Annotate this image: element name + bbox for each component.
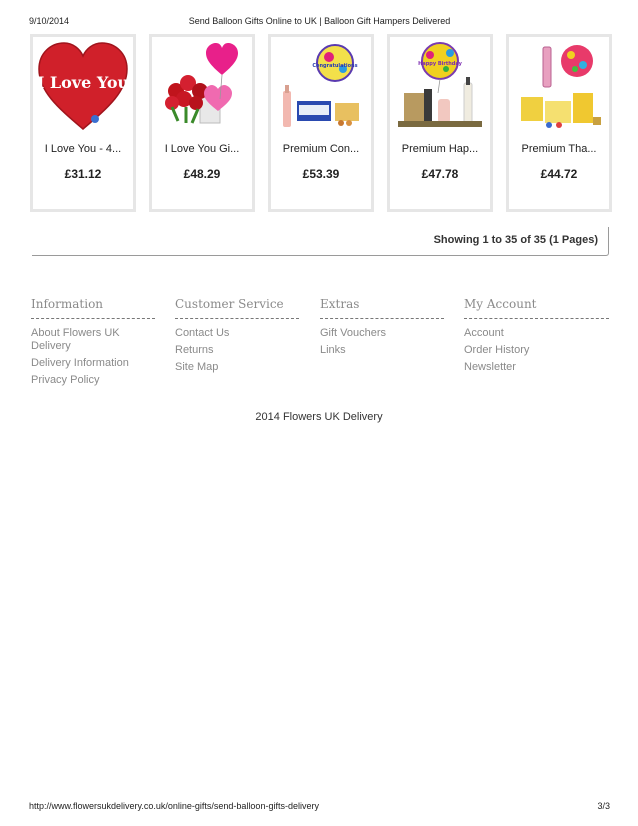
svg-text:Congratulations: Congratulations (312, 63, 358, 69)
footer-link[interactable]: Delivery Information (31, 357, 129, 369)
heart-balloon-image[interactable] (37, 41, 129, 133)
svg-text:Happy Birthday: Happy Birthday (418, 61, 462, 67)
copyright-text: 2014 Flowers UK Delivery (255, 411, 383, 423)
print-url: http://www.flowersukdelivery.co.uk/online-gifts/send-balloon-gifts-delivery (29, 801, 319, 811)
product-card[interactable] (387, 34, 493, 212)
footer-link[interactable]: Privacy Policy (31, 374, 100, 386)
footer-link[interactable]: Order History (464, 344, 530, 356)
footer-column-information (31, 296, 155, 391)
print-header (29, 16, 610, 30)
footer-heading: Extras (320, 296, 444, 319)
footer-heading: Information (31, 296, 155, 319)
birthday-hamper-image[interactable] (394, 41, 486, 133)
thank-you-hamper-image[interactable] (513, 41, 605, 133)
product-name[interactable]: Premium Hap... (401, 143, 479, 155)
footer-link[interactable]: Contact Us (175, 327, 230, 339)
footer-link[interactable]: Account (464, 327, 504, 339)
site-footer (31, 296, 609, 396)
roses-and-heart-balloon-image[interactable] (156, 41, 248, 133)
footer-link[interactable]: Links (320, 344, 346, 356)
print-date: 9/10/2014 (29, 16, 70, 26)
product-name[interactable]: Premium Con... (282, 143, 360, 155)
product-grid (30, 34, 610, 210)
product-price: £47.78 (421, 167, 459, 181)
footer-column-extras (320, 296, 444, 361)
print-footer (29, 801, 610, 815)
product-name[interactable]: Premium Tha... (521, 143, 597, 155)
congratulations-hamper-image[interactable] (275, 41, 367, 133)
footer-link[interactable]: Site Map (175, 361, 219, 373)
product-name[interactable]: I Love You - 4... (44, 143, 122, 155)
footer-link[interactable]: Returns (175, 344, 214, 356)
product-price: £31.12 (64, 167, 102, 181)
product-price: £44.72 (540, 167, 578, 181)
footer-link[interactable]: Newsletter (464, 361, 516, 373)
pagination-results (32, 227, 609, 256)
product-card[interactable] (30, 34, 136, 212)
footer-column-my-account (464, 296, 609, 378)
product-price: £48.29 (183, 167, 221, 181)
product-card[interactable] (149, 34, 255, 212)
print-page-title: Send Balloon Gifts Online to UK | Balloon Gift Hampers Delivered (188, 16, 451, 26)
footer-link[interactable]: Gift Vouchers (320, 327, 387, 339)
product-name[interactable]: I Love You Gi... (164, 143, 240, 155)
product-price: £53.39 (302, 167, 340, 181)
product-card[interactable] (268, 34, 374, 212)
footer-heading: My Account (464, 296, 609, 319)
footer-column-customer-service (175, 296, 299, 378)
print-page-number: 3/3 (597, 801, 610, 811)
footer-link[interactable]: About Flowers UK Delivery (31, 327, 120, 352)
svg-text:I Love You: I Love You (37, 73, 129, 92)
product-card[interactable] (506, 34, 612, 212)
footer-heading: Customer Service (175, 296, 299, 319)
results-count-text: Showing 1 to 35 of 35 (1 Pages) (433, 234, 598, 246)
